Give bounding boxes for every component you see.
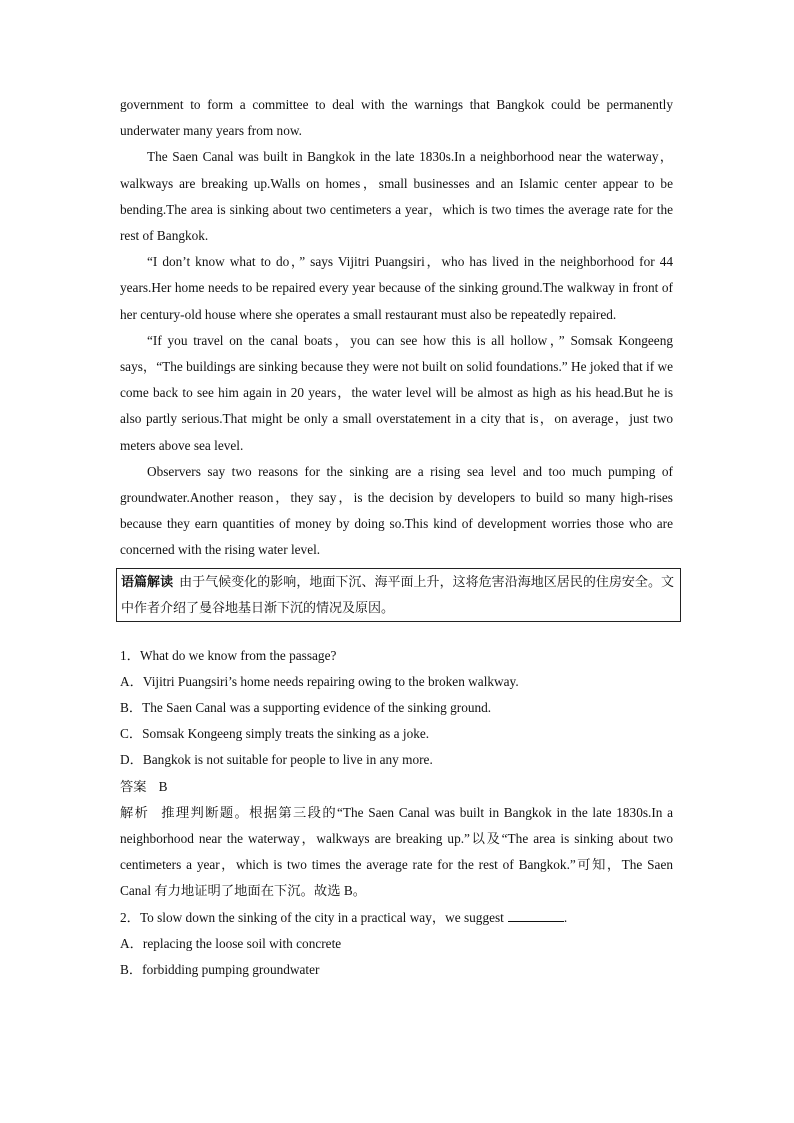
question-2-stem xyxy=(120,905,673,931)
question-2-stem-text: 2．To slow down the sinking of the city in a practical way，we suggest xyxy=(120,909,504,925)
analysis-box xyxy=(116,568,681,622)
question-2-option-a: A．replacing the loose soil with concrete xyxy=(120,935,342,951)
analysis-box-text: 由于气候变化的影响，地面下沉、海平面上升，这将危害沿海地区居民的住房安全。文中作者介绍了曼谷地基日渐下沉的情况及原因。 xyxy=(121,573,674,615)
answer-label: 答案 xyxy=(120,778,147,794)
passage-paragraph-1: government to form a committee to deal with the warnings that Bangkok could be permanently underwater many years from now. xyxy=(120,97,673,139)
passage-paragraph-4: “If you travel on the canal boats，you can see how this is all hollow，” Somsak Kongeeng says，“The buildings are sinking because they were not built on solid foundations.” He joked that if we come back to see him again in 20 years，the water level will be almost as high as his head.But he is also partly serious.That might be only a small overstatement in a city that is，on average，just two meters above sea level. xyxy=(120,332,673,453)
passage-paragraph-3: “I don’t know what to do，” says Vijitri Puangsiri，who has lived in the neighborhood for 44 years.Her home needs to be repaired every year because of the sinking ground.The walkway in front of her century-old house where she operates a small restaurant must also be repeatedly repaired. xyxy=(120,254,673,322)
question-1-option-c: C．Somsak Kongeeng simply treats the sinking as a joke. xyxy=(120,726,430,742)
question-1-answer xyxy=(120,774,673,800)
passage-paragraph-5: Observers say two reasons for the sinking are a rising sea level and too much pumping of groundwater.Another reason，they say，is the decision by developers to build so many high-rises because they earn quantities of money by doing so.This kind of development worries those who are concerned with the rising water level. xyxy=(120,463,673,558)
document-body xyxy=(120,92,673,983)
answer-value: B xyxy=(158,778,168,794)
passage-paragraph-2: The Saen Canal was built in Bangkok in the late 1830s.In a neighborhood near the waterway，walkways are breaking up.Walls on homes，small businesses and an Islamic center appear to be bending.The area is sinking about two centimeters a year，which is two times the average rate for the rest of Bangkok. xyxy=(120,149,673,244)
question-2-option-b: B．forbidding pumping groundwater xyxy=(120,962,320,978)
question-1-option-d: D．Bangkok is not suitable for people to live in any more. xyxy=(120,752,433,768)
answer-blank xyxy=(508,907,564,922)
question-2-stem-end: . xyxy=(563,909,568,925)
explanation-label: 解析 xyxy=(120,804,150,820)
analysis-box-label: 语篇解读 xyxy=(121,573,174,589)
question-1-option-b: B．The Saen Canal was a supporting evidence of the sinking ground. xyxy=(120,700,492,716)
question-1-stem: 1．What do we know from the passage? xyxy=(120,647,337,663)
question-1-explanation xyxy=(120,800,673,905)
question-1-option-a: A．Vijitri Puangsiri’s home needs repairing owing to the broken walkway. xyxy=(120,673,519,689)
explanation-text: 推理判断题。根据第三段的“The Saen Canal was built in Bangkok in the late 1830s.In a neighborhood near the waterway，walkways are breaking up.”以及“The area is sinking about two centimeters a year，which is two times the average rate for the rest of Bangkok.”可知，The Saen Canal 有力地证明了地面在下沉。故选 B。 xyxy=(120,804,673,899)
